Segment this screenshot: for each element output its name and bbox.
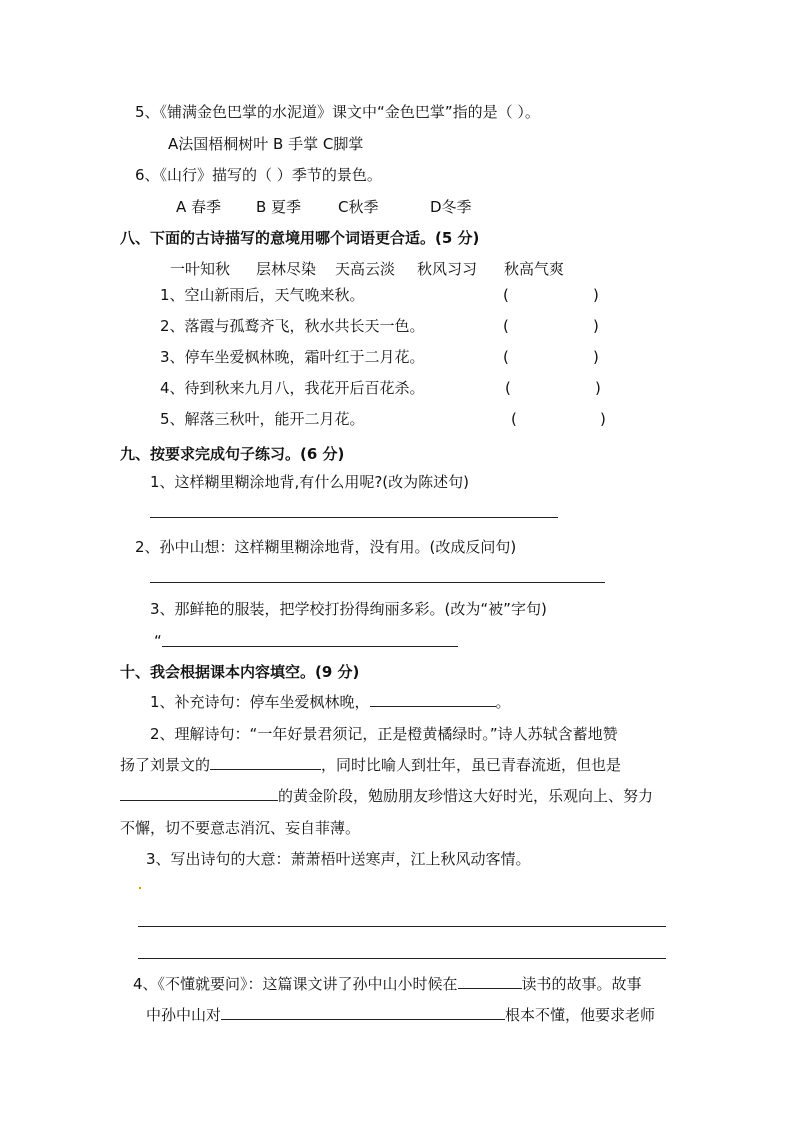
question-5-stem: 5、《铺满金色巴掌的水泥道》课文中“金色巴掌”指的是（ ）。: [135, 103, 540, 121]
answer-line[interactable]: [162, 646, 458, 647]
question-6-option-b: B 夏季: [256, 198, 302, 216]
poem-item: 3、停车坐爱枫林晚，霜叶红于二月花。: [160, 348, 425, 366]
answer-paren-open: (: [503, 317, 509, 335]
word-option: 天高云淡: [335, 260, 396, 278]
blank[interactable]: [370, 692, 496, 707]
poem-item: 5、解落三秋叶，能开二月花。: [160, 410, 365, 428]
poem-item: 1、空山新雨后，天气晚来秋。: [160, 286, 365, 304]
answer-paren-open: (: [511, 410, 517, 428]
question-5-options: A法国梧桐树叶 B 手掌 C脚掌: [168, 135, 364, 153]
sentence-2: 2、孙中山想：这样糊里糊涂地背，没有用。(改成反问句): [135, 538, 517, 556]
answer-paren-open: (: [503, 286, 509, 304]
answer-paren-open: (: [505, 379, 511, 397]
sentence-1: 1、这样糊里糊涂地背,有什么用呢?(改为陈述句): [150, 473, 469, 491]
word-option: 秋风习习: [417, 260, 478, 278]
poem-item: 4、待到秋来九月八，我花开后百花杀。: [160, 379, 425, 397]
fill-item-1-end: 。: [495, 693, 511, 711]
fill-item-4-text: 4、《不懂就要问》：这篇课文讲了孙中山小时候在: [133, 975, 458, 993]
answer-paren-close: ): [600, 410, 606, 428]
fill-item-3: 3、写出诗句的大意：萧萧梧叶送寒声，江上秋风动客情。: [146, 850, 531, 868]
blank[interactable]: [120, 786, 278, 801]
answer-paren-close: ): [595, 379, 601, 397]
fill-item-1: [150, 692, 511, 712]
section-10-heading: 十、我会根据课本内容填空。(9 分): [120, 663, 360, 681]
answer-line[interactable]: [150, 517, 558, 518]
section-8-heading: 八、下面的古诗描写的意境用哪个词语更合适。(5 分): [120, 229, 480, 247]
fill-item-1-text: 1、补充诗句：停车坐爱枫林晚，: [150, 693, 370, 711]
blank[interactable]: [458, 974, 522, 989]
answer-line[interactable]: [138, 958, 666, 959]
answer-paren-close: ): [593, 286, 599, 304]
fill-item-4-line-1: [133, 974, 642, 994]
word-option: 秋高气爽: [504, 260, 565, 278]
fill-item-2-line-2: [120, 755, 621, 775]
answer-line[interactable]: [138, 926, 666, 927]
answer-paren-open: (: [503, 348, 509, 366]
answer-line[interactable]: [150, 582, 605, 583]
question-6-stem: 6、《山行》描写的（ ）季节的景色。: [135, 166, 382, 184]
fill-item-2-line-4: 不懈，切不要意志消沉、妄自菲薄。: [120, 819, 361, 837]
section-9-heading: 九、按要求完成句子练习。(6 分): [120, 445, 345, 463]
fill-item-4-line-2: [146, 1005, 655, 1025]
blank[interactable]: [210, 755, 321, 770]
fill-item-2-text: 扬了刘景文的: [120, 756, 211, 774]
word-option: 层林尽染: [256, 260, 317, 278]
answer-paren-close: ): [593, 348, 599, 366]
quote-mark: “: [154, 632, 162, 650]
question-6-option-a: A 春季: [176, 198, 222, 216]
fill-item-4-text: 中孙中山对: [146, 1006, 222, 1024]
question-6-option-c: C秋季: [338, 198, 379, 216]
fill-item-2-text: ，同时比喻人到壮年，虽已青春流逝，但也是: [321, 756, 622, 774]
blank[interactable]: [221, 1005, 505, 1020]
fill-item-2-line-3: [120, 786, 653, 806]
poem-item: 2、落霞与孤鹜齐飞，秋水共长天一色。: [160, 317, 425, 335]
fill-item-2-text: 的黄金阶段，勉励朋友珍惜这大好时光，乐观向上、努力: [278, 787, 654, 805]
answer-paren-close: ): [593, 317, 599, 335]
fill-item-4-text: 读书的故事。故事: [521, 975, 642, 993]
word-option: 一叶知秋: [170, 260, 231, 278]
question-6-option-d: D冬季: [430, 198, 472, 216]
stray-mark: [139, 887, 141, 889]
fill-item-2-line-1: 2、理解诗句：“一年好景君须记，正是橙黄橘绿时。”诗人苏轼含蓄地赞: [150, 725, 618, 743]
sentence-3: 3、那鲜艳的服装，把学校打扮得绚丽多彩。(改为“被”字句): [150, 600, 547, 618]
fill-item-4-text: 根本不懂，他要求老师: [505, 1006, 656, 1024]
